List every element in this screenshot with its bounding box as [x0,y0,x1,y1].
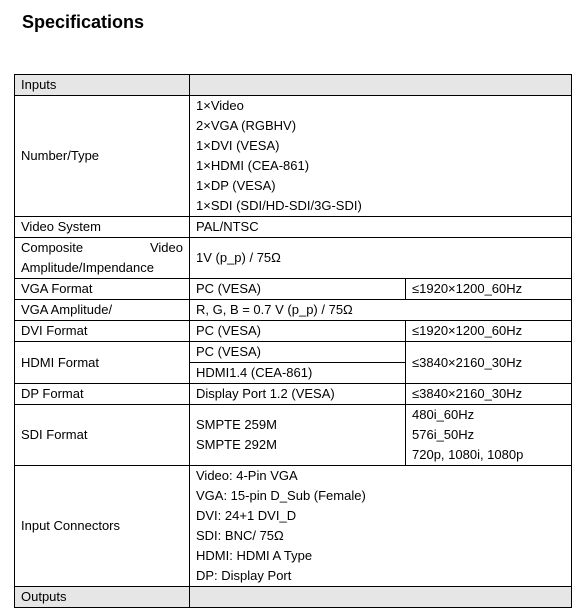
table-row [15,405,572,466]
dp-format-resolution: ≤3840×2160_30Hz [406,384,572,405]
row-label-hdmi-format: HDMI Format [15,342,190,384]
sdi-format-resolutions [406,405,572,466]
video-system-value: PAL/NTSC [190,217,572,238]
composite-value: 1V (p_p) / 75Ω [190,238,572,279]
section-header-inputs [15,75,572,96]
row-label-dvi-format: DVI Format [15,321,190,342]
table-row [15,466,572,587]
list-item: Video: 4-Pin VGA [196,468,298,483]
vga-format-value: PC (VESA) [190,279,406,300]
page-title: Specifications [22,12,145,32]
sdi-format-values [190,405,406,466]
list-item: 2×VGA (RGBHV) [196,118,297,133]
input-connectors-values [190,466,572,587]
list-item: DVI: 24+1 DVI_D [196,508,297,523]
outputs-label: Outputs [15,587,190,608]
list-item: SMPTE 292M [196,437,277,452]
list-item: DP: Display Port [196,568,292,583]
dvi-format-value: PC (VESA) [190,321,406,342]
table-row [15,342,572,363]
row-label-sdi-format: SDI Format [15,405,190,466]
section-header-outputs [15,587,572,608]
dvi-format-resolution: ≤1920×1200_60Hz [406,321,572,342]
inputs-label: Inputs [15,75,190,96]
list-item: 480i_60Hz [412,407,475,422]
composite-label-line2: Amplitude/Impendance [21,260,154,275]
dp-format-value: Display Port 1.2 (VESA) [190,384,406,405]
row-label-video-system: Video System [15,217,190,238]
list-item: 576i_50Hz [412,427,475,442]
table-row [15,321,572,342]
row-label-input-connectors: Input Connectors [15,466,190,587]
hdmi-format-value-1: PC (VESA) [190,342,406,363]
list-item: 1×Video [196,98,244,113]
vga-format-resolution: ≤1920×1200_60Hz [406,279,572,300]
table-row [15,300,572,321]
composite-label-part1: Composite [21,240,84,255]
list-item: 1×DP (VESA) [196,178,276,193]
list-item: 1×HDMI (CEA-861) [196,158,310,173]
list-item: HDMI: HDMI A Type [196,548,313,563]
row-label-vga-amplitude: VGA Amplitude/ [15,300,190,321]
list-item: SMPTE 259M [196,417,277,432]
table-row [15,238,572,279]
list-item: VGA: 15-pin D_Sub (Female) [196,488,366,503]
list-item: 720p, 1080i, 1080p [412,447,524,462]
hdmi-format-resolution: ≤3840×2160_30Hz [406,342,572,384]
list-item: 1×DVI (VESA) [196,138,280,153]
composite-label-part2: Video [149,240,183,255]
row-label-vga-format: VGA Format [15,279,190,300]
row-label-number-type: Number/Type [15,96,190,217]
list-item: 1×SDI (SDI/HD-SDI/3G-SDI) [196,198,362,213]
hdmi-format-value-2: HDMI1.4 (CEA-861) [190,363,406,384]
number-type-values [190,96,572,217]
row-label-composite [15,238,190,279]
list-item: SDI: BNC/ 75Ω [196,528,284,543]
row-label-dp-format: DP Format [15,384,190,405]
table-row [15,384,572,405]
table-row [15,279,572,300]
specifications-table [14,74,572,608]
table-row [15,217,572,238]
vga-amplitude-value: R, G, B = 0.7 V (p_p) / 75Ω [190,300,572,321]
table-row [15,96,572,217]
